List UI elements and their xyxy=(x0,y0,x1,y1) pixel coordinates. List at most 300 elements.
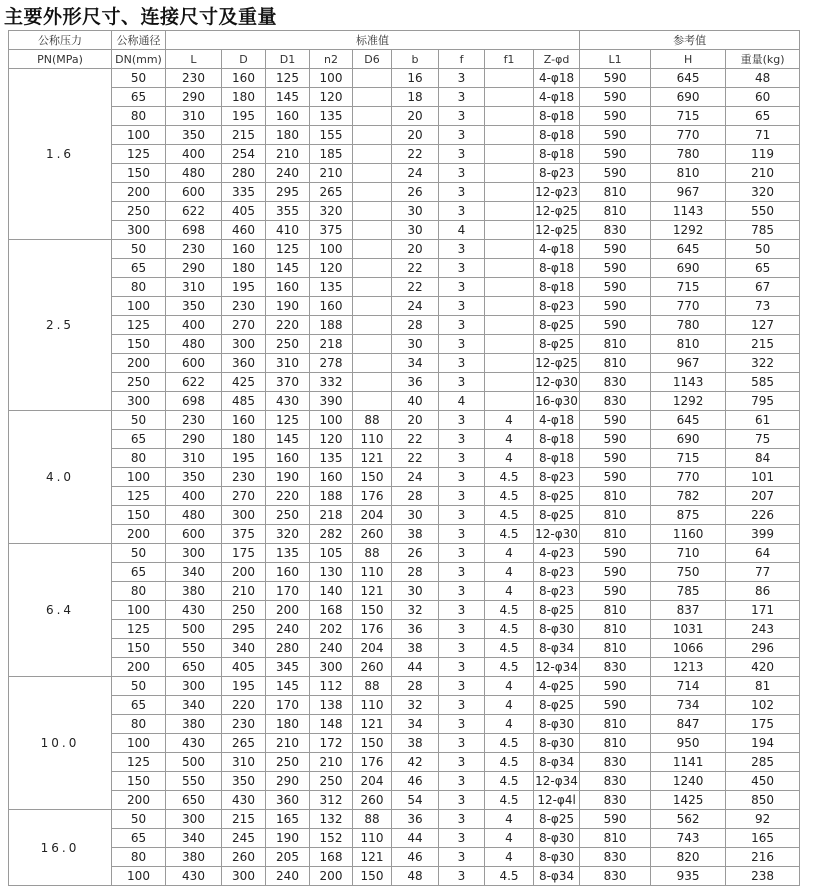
cell-d: 215 xyxy=(222,126,266,145)
cell-n2: 172 xyxy=(310,734,353,753)
cell-f: 3 xyxy=(439,620,485,639)
cell-d1: 160 xyxy=(266,107,310,126)
cell-weight: 102 xyxy=(726,696,800,715)
cell-d1: 220 xyxy=(266,487,310,506)
cell-n2: 135 xyxy=(310,107,353,126)
cell-b: 36 xyxy=(392,373,439,392)
cell-d: 350 xyxy=(222,772,266,791)
cell-dn: 100 xyxy=(112,601,166,620)
cell-l1: 830 xyxy=(580,373,651,392)
cell-dn: 50 xyxy=(112,411,166,430)
cell-l1: 810 xyxy=(580,734,651,753)
cell-dn: 50 xyxy=(112,69,166,88)
cell-l: 310 xyxy=(166,449,222,468)
cell-l: 430 xyxy=(166,601,222,620)
cell-h: 820 xyxy=(651,848,726,867)
cell-f1: 4 xyxy=(485,715,534,734)
cell-dn: 300 xyxy=(112,392,166,411)
cell-n2: 188 xyxy=(310,487,353,506)
cell-l: 698 xyxy=(166,221,222,240)
cell-f: 3 xyxy=(439,202,485,221)
cell-n2: 188 xyxy=(310,316,353,335)
cell-n2: 282 xyxy=(310,525,353,544)
cell-h: 743 xyxy=(651,829,726,848)
pressure-cell: 16.0 xyxy=(9,810,112,886)
cell-b: 32 xyxy=(392,696,439,715)
cell-f: 3 xyxy=(439,867,485,886)
cell-l1: 830 xyxy=(580,772,651,791)
cell-h: 785 xyxy=(651,582,726,601)
cell-z-phi-d: 8-φ25 xyxy=(534,601,580,620)
cell-z-phi-d: 12-φ25 xyxy=(534,202,580,221)
col-header-n2: n2 xyxy=(310,50,353,69)
cell-f: 4 xyxy=(439,392,485,411)
cell-weight: 84 xyxy=(726,449,800,468)
cell-f1: 4 xyxy=(485,848,534,867)
cell-l: 350 xyxy=(166,468,222,487)
cell-l1: 590 xyxy=(580,145,651,164)
cell-l1: 590 xyxy=(580,107,651,126)
cell-z-phi-d: 8-φ23 xyxy=(534,563,580,582)
cell-dn: 50 xyxy=(112,677,166,696)
cell-l: 480 xyxy=(166,335,222,354)
cell-z-phi-d: 4-φ18 xyxy=(534,88,580,107)
cell-h: 715 xyxy=(651,278,726,297)
cell-d1: 240 xyxy=(266,620,310,639)
col-header-d: D xyxy=(222,50,266,69)
cell-l: 400 xyxy=(166,145,222,164)
cell-h: 1240 xyxy=(651,772,726,791)
cell-n2: 390 xyxy=(310,392,353,411)
cell-d: 160 xyxy=(222,69,266,88)
cell-f1: 4 xyxy=(485,544,534,563)
header-reference: 参考值 xyxy=(580,31,800,50)
cell-b: 54 xyxy=(392,791,439,810)
table-row xyxy=(9,316,800,335)
cell-l1: 810 xyxy=(580,354,651,373)
dimension-table xyxy=(8,30,800,886)
cell-h: 967 xyxy=(651,183,726,202)
cell-f: 3 xyxy=(439,791,485,810)
table-row xyxy=(9,240,800,259)
cell-z-phi-d: 8-φ30 xyxy=(534,848,580,867)
cell-n2: 112 xyxy=(310,677,353,696)
cell-weight: 171 xyxy=(726,601,800,620)
cell-d1: 125 xyxy=(266,411,310,430)
table-row xyxy=(9,107,800,126)
cell-f: 3 xyxy=(439,544,485,563)
cell-z-phi-d: 8-φ18 xyxy=(534,430,580,449)
cell-d: 180 xyxy=(222,430,266,449)
cell-weight: 399 xyxy=(726,525,800,544)
cell-h: 810 xyxy=(651,164,726,183)
cell-z-phi-d: 8-φ34 xyxy=(534,867,580,886)
table-row xyxy=(9,468,800,487)
cell-d: 230 xyxy=(222,468,266,487)
cell-f1: 4 xyxy=(485,449,534,468)
cell-z-phi-d: 4-φ25 xyxy=(534,677,580,696)
cell-b: 30 xyxy=(392,221,439,240)
cell-dn: 80 xyxy=(112,449,166,468)
cell-d1: 240 xyxy=(266,164,310,183)
cell-z-phi-d: 4-φ18 xyxy=(534,69,580,88)
cell-dn: 125 xyxy=(112,316,166,335)
cell-d1: 190 xyxy=(266,468,310,487)
cell-l1: 590 xyxy=(580,449,651,468)
table-row xyxy=(9,145,800,164)
cell-weight: 207 xyxy=(726,487,800,506)
cell-f1: 4.5 xyxy=(485,487,534,506)
cell-d: 230 xyxy=(222,297,266,316)
cell-n2: 202 xyxy=(310,620,353,639)
cell-l: 230 xyxy=(166,411,222,430)
cell-b: 30 xyxy=(392,335,439,354)
cell-d6: 88 xyxy=(353,544,392,563)
cell-d: 245 xyxy=(222,829,266,848)
header-standard: 标准值 xyxy=(166,31,580,50)
pressure-cell: 4.0 xyxy=(9,411,112,544)
cell-d6 xyxy=(353,316,392,335)
cell-n2: 152 xyxy=(310,829,353,848)
cell-d1: 250 xyxy=(266,335,310,354)
cell-l: 380 xyxy=(166,848,222,867)
cell-d1: 145 xyxy=(266,677,310,696)
cell-n2: 210 xyxy=(310,753,353,772)
cell-h: 770 xyxy=(651,126,726,145)
cell-h: 715 xyxy=(651,107,726,126)
cell-d1: 410 xyxy=(266,221,310,240)
cell-f1 xyxy=(485,354,534,373)
cell-l: 300 xyxy=(166,810,222,829)
cell-l: 622 xyxy=(166,202,222,221)
cell-l: 698 xyxy=(166,392,222,411)
cell-d: 250 xyxy=(222,601,266,620)
cell-l1: 810 xyxy=(580,525,651,544)
cell-d6: 88 xyxy=(353,411,392,430)
col-header-d6: D6 xyxy=(353,50,392,69)
cell-d1: 135 xyxy=(266,544,310,563)
cell-h: 690 xyxy=(651,259,726,278)
cell-l1: 810 xyxy=(580,335,651,354)
cell-l: 400 xyxy=(166,316,222,335)
cell-f1: 4.5 xyxy=(485,601,534,620)
cell-z-phi-d: 8-φ30 xyxy=(534,829,580,848)
cell-weight: 60 xyxy=(726,88,800,107)
cell-d: 230 xyxy=(222,715,266,734)
cell-d6 xyxy=(353,69,392,88)
cell-h: 562 xyxy=(651,810,726,829)
cell-d6 xyxy=(353,221,392,240)
cell-f: 3 xyxy=(439,240,485,259)
cell-weight: 50 xyxy=(726,240,800,259)
cell-z-phi-d: 8-φ18 xyxy=(534,259,580,278)
cell-z-phi-d: 8-φ25 xyxy=(534,316,580,335)
cell-b: 26 xyxy=(392,544,439,563)
cell-f: 3 xyxy=(439,411,485,430)
cell-l1: 830 xyxy=(580,221,651,240)
cell-z-phi-d: 12-φ30 xyxy=(534,373,580,392)
cell-b: 46 xyxy=(392,772,439,791)
cell-n2: 278 xyxy=(310,354,353,373)
cell-f: 3 xyxy=(439,810,485,829)
cell-b: 30 xyxy=(392,202,439,221)
cell-weight: 320 xyxy=(726,183,800,202)
cell-h: 1213 xyxy=(651,658,726,677)
cell-d1: 250 xyxy=(266,506,310,525)
cell-f1: 4 xyxy=(485,696,534,715)
table-row xyxy=(9,582,800,601)
cell-b: 38 xyxy=(392,525,439,544)
cell-h: 770 xyxy=(651,468,726,487)
table-row xyxy=(9,354,800,373)
cell-f: 3 xyxy=(439,601,485,620)
cell-d6: 121 xyxy=(353,715,392,734)
cell-l: 430 xyxy=(166,734,222,753)
cell-n2: 155 xyxy=(310,126,353,145)
cell-n2: 265 xyxy=(310,183,353,202)
cell-n2: 130 xyxy=(310,563,353,582)
cell-f: 3 xyxy=(439,753,485,772)
cell-n2: 140 xyxy=(310,582,353,601)
cell-d6: 121 xyxy=(353,582,392,601)
table-body xyxy=(9,69,800,886)
cell-f1: 4 xyxy=(485,810,534,829)
cell-d1: 125 xyxy=(266,69,310,88)
cell-d6: 88 xyxy=(353,810,392,829)
cell-n2: 120 xyxy=(310,430,353,449)
cell-z-phi-d: 8-φ23 xyxy=(534,468,580,487)
cell-l: 622 xyxy=(166,373,222,392)
table-row xyxy=(9,278,800,297)
cell-dn: 300 xyxy=(112,221,166,240)
cell-d6 xyxy=(353,373,392,392)
cell-n2: 300 xyxy=(310,658,353,677)
pressure-cell: 1.6 xyxy=(9,69,112,240)
cell-f1 xyxy=(485,164,534,183)
cell-weight: 127 xyxy=(726,316,800,335)
cell-n2: 320 xyxy=(310,202,353,221)
cell-dn: 80 xyxy=(112,848,166,867)
cell-f: 3 xyxy=(439,734,485,753)
cell-f1: 4.5 xyxy=(485,753,534,772)
cell-d6: 176 xyxy=(353,620,392,639)
table-row xyxy=(9,411,800,430)
page-title: 主要外形尺寸、连接尺寸及重量 xyxy=(4,6,278,28)
cell-b: 30 xyxy=(392,506,439,525)
pressure-cell: 6.4 xyxy=(9,544,112,677)
cell-f1 xyxy=(485,126,534,145)
cell-b: 30 xyxy=(392,582,439,601)
cell-d1: 190 xyxy=(266,297,310,316)
cell-f: 3 xyxy=(439,582,485,601)
cell-f1 xyxy=(485,240,534,259)
cell-l1: 590 xyxy=(580,677,651,696)
cell-l1: 590 xyxy=(580,297,651,316)
cell-l: 290 xyxy=(166,430,222,449)
cell-d1: 430 xyxy=(266,392,310,411)
cell-f: 3 xyxy=(439,354,485,373)
cell-l1: 810 xyxy=(580,639,651,658)
cell-l: 400 xyxy=(166,487,222,506)
cell-d6: 110 xyxy=(353,696,392,715)
cell-h: 950 xyxy=(651,734,726,753)
cell-d: 375 xyxy=(222,525,266,544)
cell-z-phi-d: 8-φ30 xyxy=(534,715,580,734)
cell-weight: 243 xyxy=(726,620,800,639)
cell-l: 600 xyxy=(166,183,222,202)
cell-d1: 295 xyxy=(266,183,310,202)
cell-d1: 210 xyxy=(266,145,310,164)
cell-h: 780 xyxy=(651,145,726,164)
cell-dn: 80 xyxy=(112,107,166,126)
table-row xyxy=(9,297,800,316)
cell-weight: 238 xyxy=(726,867,800,886)
cell-d6: 150 xyxy=(353,734,392,753)
cell-f1 xyxy=(485,221,534,240)
cell-l1: 810 xyxy=(580,487,651,506)
cell-dn: 150 xyxy=(112,639,166,658)
cell-f1: 4 xyxy=(485,430,534,449)
col-header-weight: 重量(kg) xyxy=(726,50,800,69)
cell-d: 195 xyxy=(222,278,266,297)
cell-d6: 176 xyxy=(353,487,392,506)
cell-f1 xyxy=(485,278,534,297)
cell-b: 46 xyxy=(392,848,439,867)
cell-weight: 77 xyxy=(726,563,800,582)
cell-weight: 285 xyxy=(726,753,800,772)
cell-d: 160 xyxy=(222,240,266,259)
cell-z-phi-d: 8-φ23 xyxy=(534,297,580,316)
cell-d1: 345 xyxy=(266,658,310,677)
cell-f: 3 xyxy=(439,259,485,278)
cell-l1: 590 xyxy=(580,126,651,145)
col-header-l1: L1 xyxy=(580,50,651,69)
cell-n2: 375 xyxy=(310,221,353,240)
cell-l1: 810 xyxy=(580,506,651,525)
cell-d1: 160 xyxy=(266,278,310,297)
cell-dn: 65 xyxy=(112,259,166,278)
cell-l: 600 xyxy=(166,525,222,544)
table-row xyxy=(9,753,800,772)
cell-d: 260 xyxy=(222,848,266,867)
cell-z-phi-d: 12-φ25 xyxy=(534,354,580,373)
cell-d6: 150 xyxy=(353,867,392,886)
cell-b: 22 xyxy=(392,259,439,278)
cell-n2: 312 xyxy=(310,791,353,810)
cell-f: 3 xyxy=(439,772,485,791)
cell-f: 3 xyxy=(439,107,485,126)
cell-dn: 100 xyxy=(112,468,166,487)
cell-b: 28 xyxy=(392,487,439,506)
cell-z-phi-d: 8-φ18 xyxy=(534,107,580,126)
cell-z-phi-d: 12-φ25 xyxy=(534,221,580,240)
cell-l: 500 xyxy=(166,620,222,639)
col-header-h: H xyxy=(651,50,726,69)
cell-l1: 590 xyxy=(580,88,651,107)
cell-l: 600 xyxy=(166,354,222,373)
table-row xyxy=(9,677,800,696)
cell-h: 780 xyxy=(651,316,726,335)
cell-d1: 145 xyxy=(266,88,310,107)
cell-b: 44 xyxy=(392,829,439,848)
cell-d6 xyxy=(353,88,392,107)
cell-b: 20 xyxy=(392,240,439,259)
cell-b: 20 xyxy=(392,126,439,145)
cell-z-phi-d: 8-φ25 xyxy=(534,810,580,829)
table-row xyxy=(9,373,800,392)
cell-h: 1143 xyxy=(651,202,726,221)
cell-d1: 280 xyxy=(266,639,310,658)
cell-l1: 830 xyxy=(580,867,651,886)
cell-d6: 260 xyxy=(353,525,392,544)
cell-weight: 86 xyxy=(726,582,800,601)
cell-f1: 4.5 xyxy=(485,791,534,810)
cell-b: 36 xyxy=(392,810,439,829)
cell-d1: 190 xyxy=(266,829,310,848)
cell-z-phi-d: 8-φ30 xyxy=(534,620,580,639)
cell-b: 20 xyxy=(392,107,439,126)
cell-l: 230 xyxy=(166,240,222,259)
cell-l: 380 xyxy=(166,715,222,734)
cell-f1 xyxy=(485,88,534,107)
cell-d1: 180 xyxy=(266,715,310,734)
cell-h: 750 xyxy=(651,563,726,582)
cell-f1: 4.5 xyxy=(485,525,534,544)
cell-weight: 785 xyxy=(726,221,800,240)
table-row xyxy=(9,88,800,107)
cell-n2: 200 xyxy=(310,867,353,886)
cell-n2: 135 xyxy=(310,278,353,297)
cell-f1: 4 xyxy=(485,677,534,696)
cell-l1: 810 xyxy=(580,829,651,848)
cell-h: 1031 xyxy=(651,620,726,639)
cell-dn: 200 xyxy=(112,183,166,202)
cell-d6: 110 xyxy=(353,829,392,848)
table-row xyxy=(9,867,800,886)
col-header-f1: f1 xyxy=(485,50,534,69)
cell-weight: 73 xyxy=(726,297,800,316)
cell-dn: 65 xyxy=(112,88,166,107)
cell-weight: 92 xyxy=(726,810,800,829)
cell-l: 290 xyxy=(166,259,222,278)
cell-dn: 80 xyxy=(112,278,166,297)
cell-b: 38 xyxy=(392,639,439,658)
cell-d: 300 xyxy=(222,867,266,886)
table-row xyxy=(9,392,800,411)
cell-dn: 200 xyxy=(112,354,166,373)
cell-h: 1425 xyxy=(651,791,726,810)
cell-d1: 240 xyxy=(266,867,310,886)
cell-dn: 50 xyxy=(112,544,166,563)
cell-weight: 61 xyxy=(726,411,800,430)
header-dn-bottom: DN(mm) xyxy=(112,50,166,69)
table-row xyxy=(9,525,800,544)
cell-f1 xyxy=(485,107,534,126)
cell-b: 34 xyxy=(392,715,439,734)
cell-d1: 290 xyxy=(266,772,310,791)
cell-d6: 204 xyxy=(353,772,392,791)
cell-h: 645 xyxy=(651,69,726,88)
cell-d: 460 xyxy=(222,221,266,240)
table-row xyxy=(9,810,800,829)
cell-f1 xyxy=(485,145,534,164)
table-row xyxy=(9,259,800,278)
cell-n2: 148 xyxy=(310,715,353,734)
cell-dn: 100 xyxy=(112,297,166,316)
cell-d6: 121 xyxy=(353,848,392,867)
cell-n2: 160 xyxy=(310,297,353,316)
cell-h: 690 xyxy=(651,430,726,449)
